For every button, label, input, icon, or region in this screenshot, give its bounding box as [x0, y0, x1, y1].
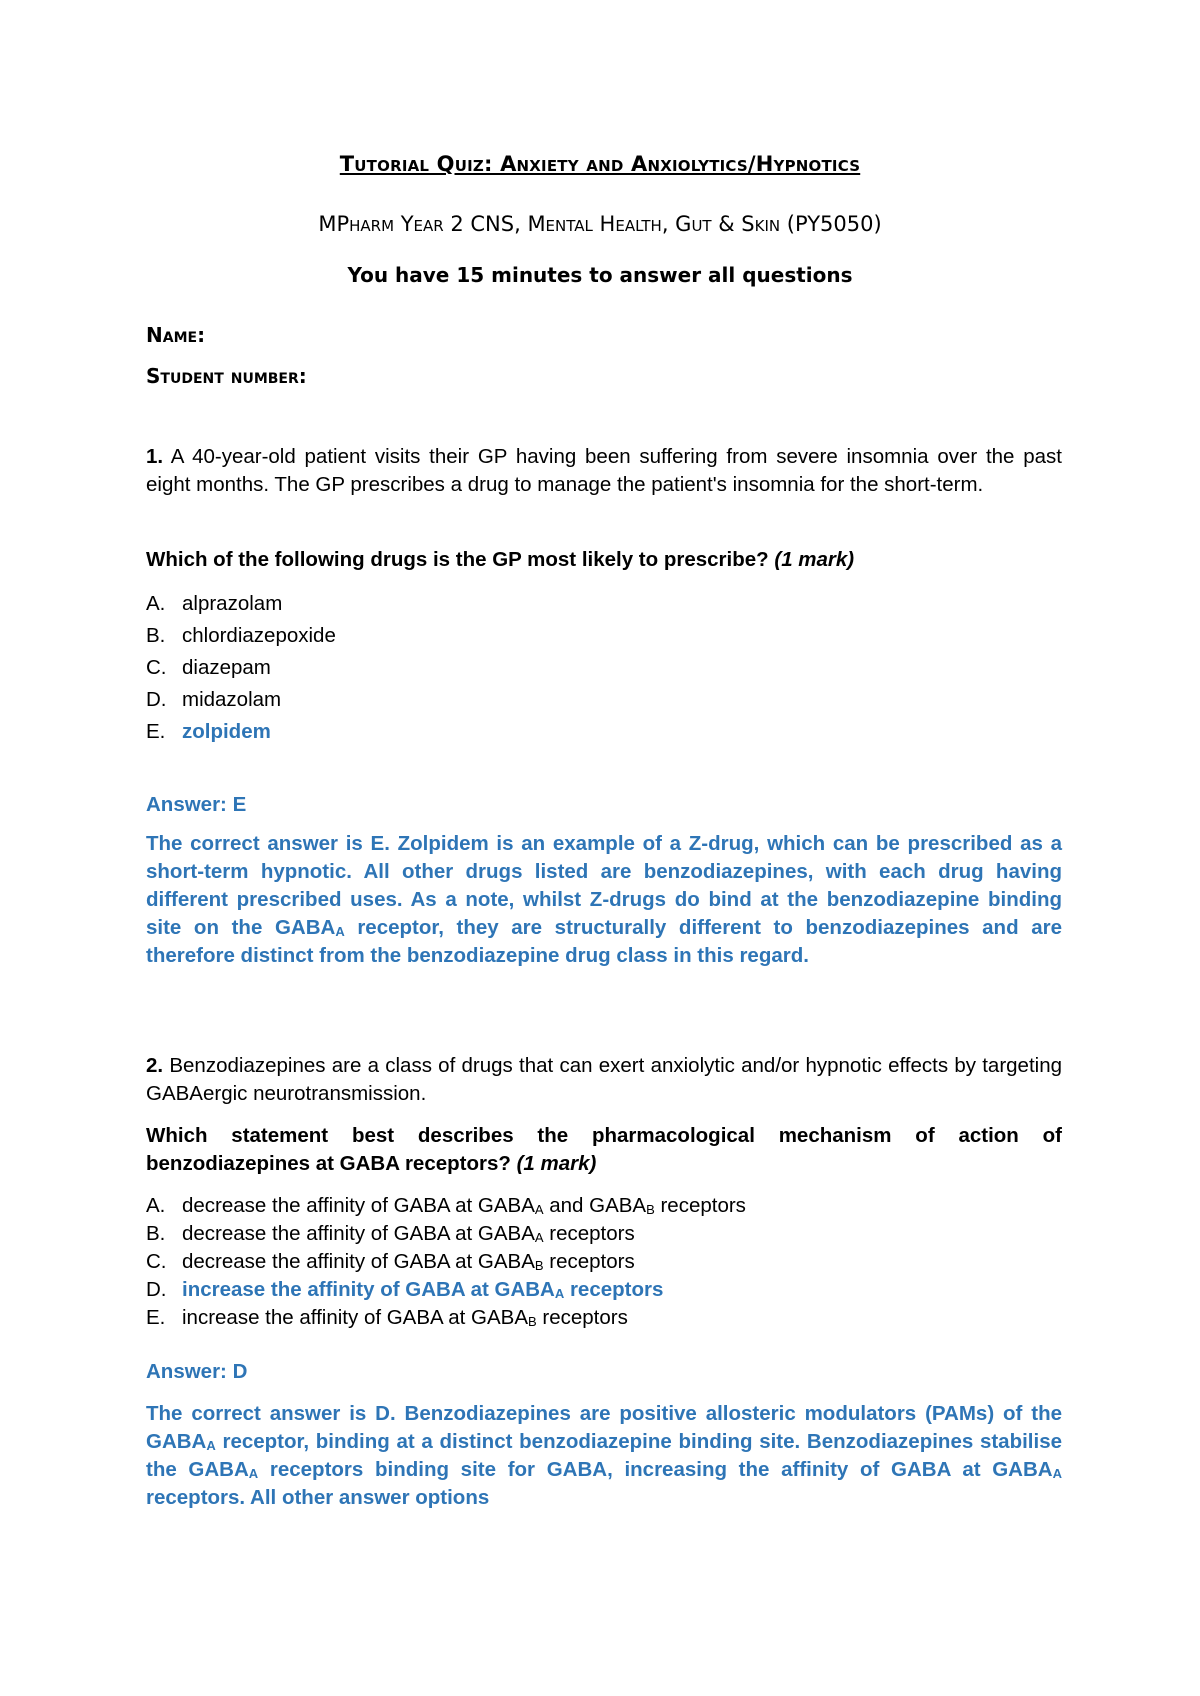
q2-number: 2.	[146, 1054, 164, 1077]
option-subscript: B	[528, 1314, 537, 1329]
q2-question	[146, 1122, 1062, 1178]
q2-explanation	[146, 1400, 1062, 1512]
student-number-field-label: Student number:	[146, 364, 307, 388]
q2-option-e	[146, 1304, 1062, 1332]
option-text: decrease the affinity of GABA at GABA	[182, 1250, 535, 1273]
option-text: receptors	[654, 1194, 746, 1217]
option-subscript: B	[534, 1258, 544, 1273]
option-letter: D.	[146, 688, 167, 711]
q2-explanation-subscript: A	[1052, 1466, 1062, 1481]
option-text: decrease the affinity of GABA at GABA	[182, 1222, 535, 1245]
q2-explanation-part1: The correct answer is D. Benzodiazepines are positive allosteric modulators (PAMs) of the GABA	[146, 1402, 1062, 1453]
option-letter: A.	[146, 1194, 166, 1217]
q2-option-a	[146, 1192, 1062, 1220]
q1-explanation-part2: receptor, they are structurally different to benzodiazepines and are therefore distinct from the benzodiazepine drug class in this regard.	[146, 916, 1062, 967]
time-instructions: You have 15 minutes to answer all questions	[347, 263, 853, 287]
q2-answer: Answer: D	[146, 1360, 248, 1383]
option-text: alprazolam	[182, 592, 283, 615]
q2-question-text: Which statement best describes the pharmacological mechanism of action of benzodiazepines at GABA receptors?	[146, 1124, 1062, 1175]
q2-explanation-part4: receptors. All other answer options	[146, 1486, 490, 1509]
q2-option-d-correct	[146, 1276, 1062, 1304]
option-text: receptors	[543, 1250, 635, 1273]
q2-explanation-subscript: A	[206, 1438, 216, 1453]
q2-stem-text: Benzodiazepines are a class of drugs that can exert anxiolytic and/or hypnotic effects by targeting GABAergic neurotransmission.	[146, 1054, 1062, 1105]
q1-option-b	[146, 620, 1062, 652]
q1-option-c	[146, 652, 1062, 684]
page-title: Tutorial Quiz: Anxiety and Anxiolytics/Hypnotics	[339, 152, 861, 176]
option-letter: B.	[146, 1222, 166, 1245]
q1-explanation-part1: The correct answer is E. Zolpidem is an example of a Z-drug, which can be prescribed as a short-term hypnotic. All other drugs listed are benzodiazepines, with each drug having different prescribed uses. As a note, whilst Z-drugs do bind at the benzodiazepine binding site on the GABA	[146, 832, 1062, 939]
q2-explanation-subscript: A	[248, 1466, 259, 1481]
option-text: receptors	[564, 1278, 664, 1301]
option-text: increase the affinity of GABA at GABA	[182, 1306, 529, 1329]
option-text: receptors	[543, 1222, 635, 1245]
module-subtitle: MPharm Year 2 CNS, Mental Health, Gut & Skin (PY5050)	[318, 212, 882, 236]
q1-question	[146, 546, 1062, 574]
q1-stem-text: A 40-year-old patient visits their GP having been suffering from severe insomnia over the past eight months. The GP prescribes a drug to manage the patient's insomnia for the short-term.	[146, 445, 1062, 496]
q2-options	[146, 1192, 1062, 1332]
option-letter: A.	[146, 592, 166, 615]
option-subscript: A	[534, 1202, 544, 1217]
q1-option-e-correct	[146, 716, 1062, 748]
option-letter: E.	[146, 1306, 166, 1329]
option-text: decrease the affinity of GABA at GABA	[182, 1194, 535, 1217]
q2-option-c	[146, 1248, 1062, 1276]
option-text: diazepam	[182, 656, 271, 679]
option-letter: D.	[146, 1278, 167, 1301]
q1-option-a	[146, 588, 1062, 620]
option-text: chlordiazepoxide	[182, 624, 336, 647]
option-text: increase the affinity of GABA at GABA	[182, 1278, 555, 1301]
option-subscript: A	[534, 1230, 544, 1245]
q2-explanation-part3: receptors binding site for GABA, increasing the affinity of GABA at GABA	[258, 1458, 1053, 1481]
q1-answer: Answer: E	[146, 793, 247, 816]
q1-explanation	[146, 830, 1062, 970]
option-text: midazolam	[182, 688, 282, 711]
option-letter: B.	[146, 624, 166, 647]
option-letter: C.	[146, 1250, 167, 1273]
option-subscript: B	[646, 1202, 655, 1217]
option-text: and GABA	[543, 1194, 647, 1217]
q1-explanation-subscript: A	[335, 924, 345, 939]
q1-option-d	[146, 684, 1062, 716]
option-letter: C.	[146, 656, 167, 679]
q1-options	[146, 588, 1062, 748]
q1-number: 1.	[146, 445, 164, 468]
option-text: receptors	[536, 1306, 628, 1329]
option-subscript: A	[554, 1286, 565, 1301]
q2-explanation-part2: receptor, binding at a distinct benzodiazepine binding site. Benzodiazepines stabilise the GABA	[146, 1430, 1062, 1481]
q2-option-b	[146, 1220, 1062, 1248]
q2-stem	[146, 1052, 1062, 1108]
q1-question-text: Which of the following drugs is the GP most likely to prescribe?	[146, 548, 769, 571]
name-field-label: Name:	[146, 323, 206, 347]
option-text: zolpidem	[182, 720, 271, 743]
q2-marks: (1 mark)	[516, 1152, 597, 1175]
option-letter: E.	[146, 720, 166, 743]
q1-stem	[146, 443, 1062, 499]
q1-marks: (1 mark)	[774, 548, 855, 571]
